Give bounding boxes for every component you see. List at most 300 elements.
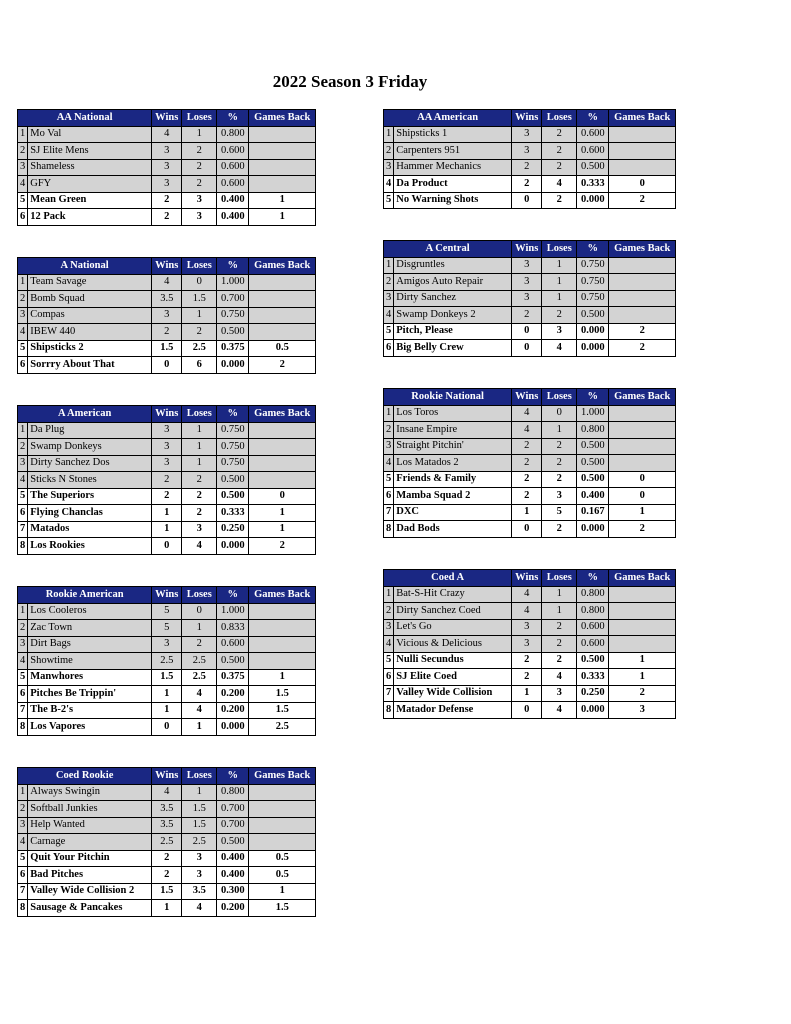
games-back-cell: 0 <box>609 471 676 488</box>
team-name: Nulli Secundus <box>394 652 512 669</box>
rank-cell: 7 <box>384 685 394 702</box>
games-back-header: Games Back <box>609 389 676 406</box>
pct-cell: 0.500 <box>217 653 249 670</box>
table-row <box>18 324 316 341</box>
games-back-cell: 0.5 <box>249 867 316 884</box>
wins-cell: 1 <box>512 504 542 521</box>
loses-cell: 1 <box>542 290 577 307</box>
team-name: Dirty Sanchez Dos <box>28 455 152 472</box>
loses-cell: 4 <box>182 900 217 917</box>
rank-cell: 5 <box>18 192 28 209</box>
wins-cell: 1.5 <box>152 340 182 357</box>
games-back-cell <box>609 586 676 603</box>
wins-cell: 0 <box>512 521 542 538</box>
games-back-cell: 1 <box>249 669 316 686</box>
team-name: The B-2's <box>28 702 152 719</box>
pct-cell: 1.000 <box>217 274 249 291</box>
games-back-cell: 2 <box>609 323 676 340</box>
wins-cell: 3 <box>512 274 542 291</box>
wins-cell: 4 <box>152 784 182 801</box>
rank-cell: 5 <box>18 669 28 686</box>
wins-cell: 2 <box>152 867 182 884</box>
wins-cell: 2 <box>512 488 542 505</box>
games-back-cell: 2 <box>249 538 316 555</box>
table-row <box>384 274 676 291</box>
rank-cell: 4 <box>18 472 28 489</box>
wins-cell: 3 <box>152 159 182 176</box>
rank-cell: 1 <box>18 422 28 439</box>
loses-cell: 4 <box>542 669 577 686</box>
team-name: Los Matados 2 <box>394 455 512 472</box>
games-back-cell <box>249 834 316 851</box>
rank-cell: 2 <box>18 143 28 160</box>
games-back-cell: 2 <box>609 685 676 702</box>
pct-cell: 0.600 <box>217 636 249 653</box>
rank-cell: 8 <box>18 719 28 736</box>
header-row <box>18 587 316 604</box>
pct-cell: 0.333 <box>577 176 609 193</box>
games-back-cell: 2 <box>249 357 316 374</box>
division-name: A Central <box>384 241 512 258</box>
loses-cell: 5 <box>542 504 577 521</box>
wins-header: Wins <box>512 110 542 127</box>
wins-cell: 0 <box>152 719 182 736</box>
rank-cell: 1 <box>384 586 394 603</box>
loses-cell: 1 <box>542 274 577 291</box>
loses-header: Loses <box>542 570 577 587</box>
pct-cell: 0.167 <box>577 504 609 521</box>
wins-cell: 5 <box>152 620 182 637</box>
table-row <box>18 472 316 489</box>
pct-cell: 0.000 <box>217 357 249 374</box>
games-back-cell <box>249 324 316 341</box>
pct-cell: 0.600 <box>577 636 609 653</box>
games-back-header: Games Back <box>249 587 316 604</box>
loses-header: Loses <box>182 406 217 423</box>
wins-cell: 2 <box>152 472 182 489</box>
games-back-cell <box>249 143 316 160</box>
rank-cell: 7 <box>18 702 28 719</box>
loses-cell: 1 <box>182 620 217 637</box>
games-back-cell: 2 <box>609 340 676 357</box>
loses-cell: 2 <box>542 652 577 669</box>
loses-cell: 1.5 <box>182 801 217 818</box>
loses-cell: 2 <box>542 521 577 538</box>
table-row <box>18 439 316 456</box>
games-back-header: Games Back <box>249 406 316 423</box>
division-name: AA National <box>18 110 152 127</box>
division-name: Coed A <box>384 570 512 587</box>
pct-cell: 0.375 <box>217 669 249 686</box>
table-row <box>384 685 676 702</box>
loses-cell: 0 <box>182 274 217 291</box>
loses-cell: 4 <box>182 686 217 703</box>
rank-cell: 2 <box>384 143 394 160</box>
table-row <box>18 192 316 209</box>
loses-header: Loses <box>182 587 217 604</box>
loses-cell: 1 <box>542 257 577 274</box>
rank-cell: 4 <box>18 653 28 670</box>
loses-cell: 2.5 <box>182 669 217 686</box>
team-name: Amigos Auto Repair <box>394 274 512 291</box>
team-name: Softball Junkies <box>28 801 152 818</box>
wins-cell: 3 <box>512 143 542 160</box>
loses-cell: 1 <box>182 455 217 472</box>
header-row <box>18 258 316 275</box>
header-row <box>384 241 676 258</box>
pct-cell: 0.750 <box>577 274 609 291</box>
rank-cell: 2 <box>18 620 28 637</box>
loses-cell: 1 <box>182 439 217 456</box>
wins-cell: 1 <box>152 900 182 917</box>
pct-cell: 0.250 <box>577 685 609 702</box>
table-row <box>384 159 676 176</box>
pct-cell: 0.333 <box>217 505 249 522</box>
loses-cell: 2 <box>182 324 217 341</box>
table-row <box>384 521 676 538</box>
games-back-cell <box>249 422 316 439</box>
rank-cell: 1 <box>18 784 28 801</box>
wins-cell: 2 <box>152 850 182 867</box>
games-back-cell <box>249 291 316 308</box>
wins-cell: 2 <box>512 159 542 176</box>
rank-cell: 2 <box>384 603 394 620</box>
wins-cell: 5 <box>152 603 182 620</box>
team-name: Insane Empire <box>394 422 512 439</box>
table-row <box>384 176 676 193</box>
wins-header: Wins <box>152 587 182 604</box>
loses-cell: 2 <box>542 307 577 324</box>
pct-cell: 0.700 <box>217 291 249 308</box>
standings-table <box>383 109 676 209</box>
pct-header: % <box>577 241 609 258</box>
games-back-cell <box>609 438 676 455</box>
team-name: Valley Wide Collision <box>394 685 512 702</box>
table-row <box>384 455 676 472</box>
header-row <box>384 570 676 587</box>
wins-cell: 3 <box>512 257 542 274</box>
games-back-cell <box>249 636 316 653</box>
wins-cell: 2 <box>512 438 542 455</box>
games-back-cell: 0 <box>609 176 676 193</box>
games-back-header: Games Back <box>249 258 316 275</box>
games-back-header: Games Back <box>609 570 676 587</box>
rank-cell: 5 <box>384 652 394 669</box>
rank-cell: 6 <box>18 209 28 226</box>
wins-cell: 0 <box>152 357 182 374</box>
loses-cell: 2.5 <box>182 340 217 357</box>
rank-cell: 2 <box>18 439 28 456</box>
games-back-cell <box>249 455 316 472</box>
loses-header: Loses <box>182 110 217 127</box>
wins-cell: 4 <box>152 274 182 291</box>
team-name: Sausage & Pancakes <box>28 900 152 917</box>
loses-cell: 2 <box>542 126 577 143</box>
team-name: Compas <box>28 307 152 324</box>
table-row <box>384 471 676 488</box>
wins-cell: 1 <box>152 505 182 522</box>
wins-cell: 2 <box>512 176 542 193</box>
rank-cell: 2 <box>384 422 394 439</box>
rank-cell: 6 <box>18 686 28 703</box>
rank-cell: 4 <box>18 324 28 341</box>
pct-cell: 0.500 <box>217 834 249 851</box>
loses-cell: 2 <box>542 636 577 653</box>
team-name: Vicious & Delicious <box>394 636 512 653</box>
games-back-cell <box>249 620 316 637</box>
wins-cell: 0 <box>152 538 182 555</box>
team-name: Sorrry About That <box>28 357 152 374</box>
games-back-cell: 1.5 <box>249 686 316 703</box>
wins-header: Wins <box>152 110 182 127</box>
wins-cell: 3 <box>152 422 182 439</box>
table-row <box>384 603 676 620</box>
rank-cell: 1 <box>18 603 28 620</box>
wins-cell: 2 <box>512 652 542 669</box>
wins-cell: 4 <box>152 126 182 143</box>
rank-cell: 4 <box>384 176 394 193</box>
rank-cell: 4 <box>384 455 394 472</box>
team-name: GFY <box>28 176 152 193</box>
rank-cell: 5 <box>384 471 394 488</box>
loses-cell: 1 <box>542 422 577 439</box>
pct-cell: 0.000 <box>217 538 249 555</box>
loses-cell: 1 <box>182 784 217 801</box>
games-back-cell <box>609 159 676 176</box>
pct-cell: 0.000 <box>217 719 249 736</box>
games-back-cell <box>609 290 676 307</box>
team-name: Flying Chanclas <box>28 505 152 522</box>
table-row <box>18 801 316 818</box>
table-row <box>18 669 316 686</box>
team-name: Hammer Mechanics <box>394 159 512 176</box>
table-row <box>384 702 676 719</box>
wins-cell: 2 <box>512 455 542 472</box>
wins-cell: 2 <box>152 209 182 226</box>
rank-cell: 4 <box>18 834 28 851</box>
pct-header: % <box>577 570 609 587</box>
team-name: Los Rookies <box>28 538 152 555</box>
games-back-cell <box>609 126 676 143</box>
games-back-cell <box>249 307 316 324</box>
table-row <box>18 653 316 670</box>
table-row <box>18 620 316 637</box>
table-row <box>18 883 316 900</box>
table-row <box>18 505 316 522</box>
games-back-cell <box>249 603 316 620</box>
table-row <box>384 619 676 636</box>
team-name: Mean Green <box>28 192 152 209</box>
pct-cell: 0.000 <box>577 340 609 357</box>
rank-cell: 4 <box>18 176 28 193</box>
pct-cell: 0.600 <box>217 159 249 176</box>
pct-cell: 0.300 <box>217 883 249 900</box>
pct-cell: 0.000 <box>577 323 609 340</box>
team-name: Matados <box>28 521 152 538</box>
wins-cell: 3 <box>152 176 182 193</box>
rank-cell: 6 <box>18 357 28 374</box>
table-row <box>18 159 316 176</box>
team-name: Shipsticks 1 <box>394 126 512 143</box>
loses-cell: 4 <box>182 702 217 719</box>
team-name: Dirt Bags <box>28 636 152 653</box>
games-back-cell: 0 <box>249 488 316 505</box>
wins-cell: 1 <box>152 702 182 719</box>
loses-cell: 1 <box>182 307 217 324</box>
header-row <box>18 110 316 127</box>
table-row <box>18 900 316 917</box>
team-name: Manwhores <box>28 669 152 686</box>
loses-cell: 2 <box>182 143 217 160</box>
standings-table <box>17 257 316 374</box>
pct-cell: 0.500 <box>217 488 249 505</box>
table-row <box>384 405 676 422</box>
wins-cell: 3 <box>152 143 182 160</box>
wins-cell: 0 <box>512 702 542 719</box>
division-name: Rookie National <box>384 389 512 406</box>
team-name: Bat-S-Hit Crazy <box>394 586 512 603</box>
wins-cell: 4 <box>512 405 542 422</box>
pct-cell: 0.800 <box>217 784 249 801</box>
pct-header: % <box>217 768 249 785</box>
loses-cell: 3 <box>542 323 577 340</box>
wins-cell: 3 <box>152 455 182 472</box>
loses-cell: 2.5 <box>182 653 217 670</box>
rank-cell: 6 <box>384 488 394 505</box>
games-back-cell: 0.5 <box>249 340 316 357</box>
loses-header: Loses <box>182 258 217 275</box>
team-name: Pitch, Please <box>394 323 512 340</box>
pct-cell: 0.800 <box>577 422 609 439</box>
wins-cell: 2 <box>152 192 182 209</box>
table-row <box>18 538 316 555</box>
team-name: Da Plug <box>28 422 152 439</box>
loses-header: Loses <box>542 110 577 127</box>
loses-cell: 4 <box>542 702 577 719</box>
pct-cell: 0.000 <box>577 521 609 538</box>
pct-cell: 0.500 <box>577 438 609 455</box>
games-back-cell <box>249 126 316 143</box>
team-name: DXC <box>394 504 512 521</box>
pct-cell: 0.800 <box>577 603 609 620</box>
loses-cell: 1 <box>542 586 577 603</box>
games-back-cell: 3 <box>609 702 676 719</box>
team-name: Team Savage <box>28 274 152 291</box>
table-row <box>18 488 316 505</box>
team-name: Los Cooleros <box>28 603 152 620</box>
loses-cell: 4 <box>542 340 577 357</box>
team-name: Always Swingin <box>28 784 152 801</box>
division-name: Rookie American <box>18 587 152 604</box>
loses-header: Loses <box>182 768 217 785</box>
pct-cell: 0.400 <box>217 209 249 226</box>
wins-cell: 0 <box>512 192 542 209</box>
rank-cell: 4 <box>384 307 394 324</box>
team-name: 12 Pack <box>28 209 152 226</box>
header-row <box>18 768 316 785</box>
loses-cell: 2 <box>182 159 217 176</box>
table-row <box>18 455 316 472</box>
team-name: Los Vapores <box>28 719 152 736</box>
loses-cell: 2 <box>182 505 217 522</box>
rank-cell: 2 <box>384 274 394 291</box>
team-name: Help Wanted <box>28 817 152 834</box>
pct-cell: 0.750 <box>217 455 249 472</box>
games-back-header: Games Back <box>249 110 316 127</box>
team-name: Dirty Sanchez <box>394 290 512 307</box>
pct-cell: 0.400 <box>217 867 249 884</box>
wins-cell: 2.5 <box>152 653 182 670</box>
loses-cell: 2 <box>542 438 577 455</box>
games-back-cell: 0 <box>609 488 676 505</box>
games-back-cell <box>249 817 316 834</box>
rank-cell: 7 <box>18 883 28 900</box>
games-back-cell: 1 <box>249 883 316 900</box>
pct-cell: 0.833 <box>217 620 249 637</box>
rank-cell: 7 <box>18 521 28 538</box>
team-name: Swamp Donkeys 2 <box>394 307 512 324</box>
wins-cell: 3 <box>512 290 542 307</box>
games-back-cell <box>609 422 676 439</box>
rank-cell: 5 <box>384 192 394 209</box>
games-back-cell: 0.5 <box>249 850 316 867</box>
games-back-cell <box>609 257 676 274</box>
loses-cell: 2 <box>542 619 577 636</box>
table-row <box>18 307 316 324</box>
team-name: Valley Wide Collision 2 <box>28 883 152 900</box>
pct-header: % <box>217 110 249 127</box>
wins-cell: 1 <box>512 685 542 702</box>
pct-cell: 0.800 <box>577 586 609 603</box>
loses-cell: 3 <box>182 867 217 884</box>
team-name: Dirty Sanchez Coed <box>394 603 512 620</box>
table-row <box>18 340 316 357</box>
pct-cell: 0.400 <box>217 192 249 209</box>
wins-cell: 1.5 <box>152 883 182 900</box>
loses-cell: 2 <box>542 192 577 209</box>
loses-cell: 1 <box>182 126 217 143</box>
games-back-cell <box>609 143 676 160</box>
loses-cell: 2 <box>182 488 217 505</box>
team-name: Disgruntles <box>394 257 512 274</box>
team-name: Shipsticks 2 <box>28 340 152 357</box>
team-name: The Superiors <box>28 488 152 505</box>
pct-cell: 0.200 <box>217 702 249 719</box>
rank-cell: 8 <box>384 521 394 538</box>
wins-cell: 0 <box>512 340 542 357</box>
team-name: Big Belly Crew <box>394 340 512 357</box>
pct-cell: 0.700 <box>217 817 249 834</box>
team-name: Shameless <box>28 159 152 176</box>
table-row <box>18 291 316 308</box>
loses-cell: 2.5 <box>182 834 217 851</box>
games-back-cell <box>249 472 316 489</box>
header-row <box>384 389 676 406</box>
pct-cell: 0.800 <box>217 126 249 143</box>
page-title: 2022 Season 3 Friday <box>272 72 428 91</box>
rank-cell: 3 <box>384 619 394 636</box>
pct-cell: 0.000 <box>577 702 609 719</box>
standings-table <box>17 586 316 736</box>
standings-table <box>383 388 676 538</box>
rank-cell: 3 <box>18 307 28 324</box>
table-row <box>18 209 316 226</box>
loses-cell: 3 <box>182 209 217 226</box>
games-back-cell: 1 <box>249 521 316 538</box>
pct-header: % <box>217 406 249 423</box>
wins-header: Wins <box>152 258 182 275</box>
team-name: SJ Elite Mens <box>28 143 152 160</box>
